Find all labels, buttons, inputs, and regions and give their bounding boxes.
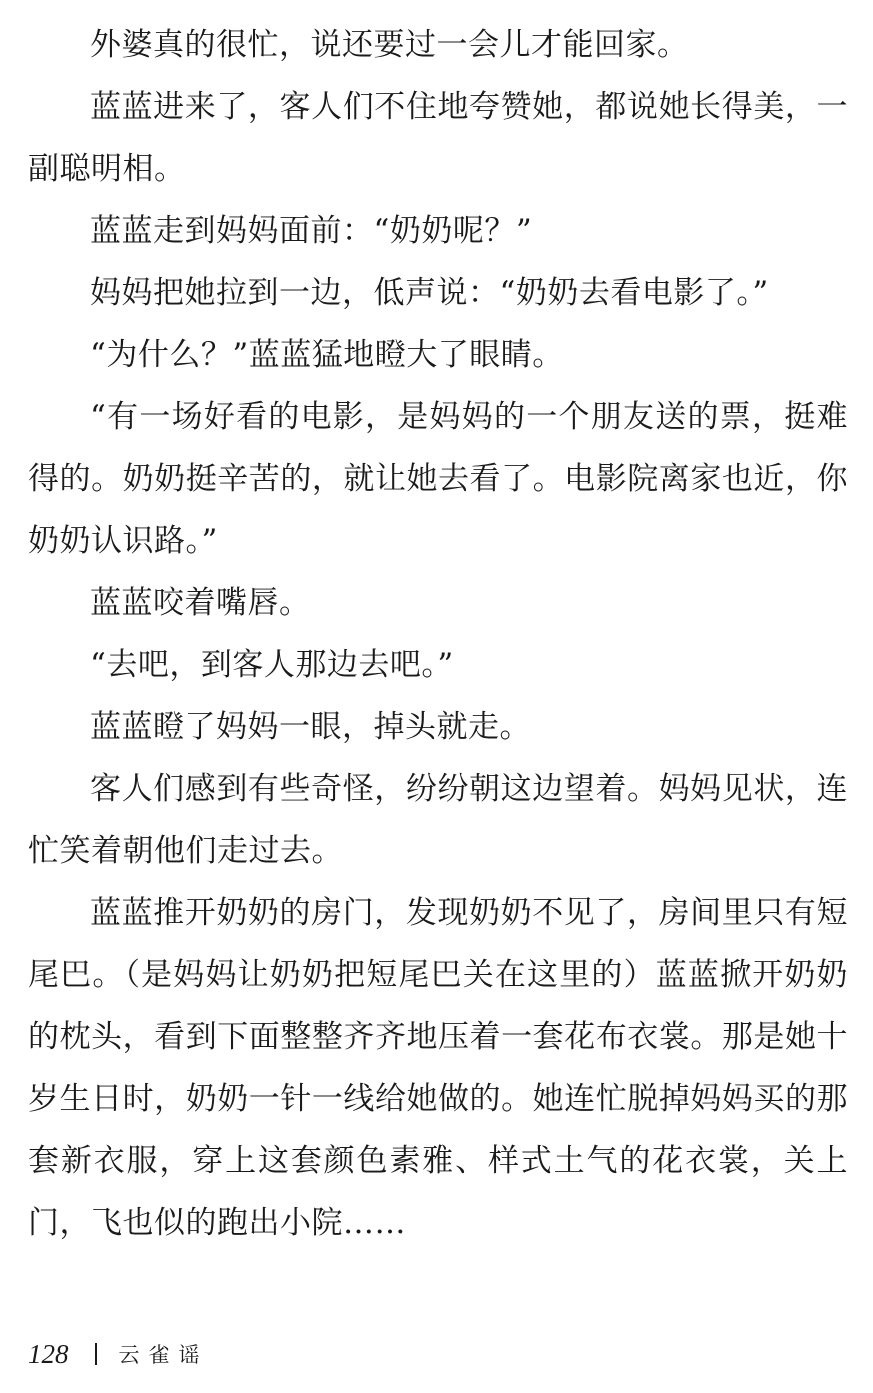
paragraph: “去吧，到客人那边去吧。” (90, 647, 454, 683)
paragraph: 蓝蓝瞪了妈妈一眼，掉头就走。 (90, 709, 531, 745)
paragraph: “有一场好看的电影，是妈妈的一个朋友送的票，挺难得的。奶奶挺辛苦的，就让她去看了。电影院离家也近，你奶奶认识路。” (28, 399, 848, 559)
text-body (28, 14, 848, 1254)
paragraph: 妈妈把她拉到一边，低声说：“奶奶去看电影了。” (90, 275, 769, 311)
book-title: 云雀谣 (118, 1343, 209, 1367)
page-footer (28, 1334, 209, 1374)
footer-divider (95, 1343, 97, 1365)
paragraph: 蓝蓝进来了，客人们不住地夸赞她，都说她长得美，一副聪明相。 (28, 89, 848, 187)
paragraph: 蓝蓝走到妈妈面前：“奶奶呢？” (90, 213, 533, 249)
paragraph: 客人们感到有些奇怪，纷纷朝这边望着。妈妈见状，连忙笑着朝他们走过去。 (28, 771, 848, 869)
page-number: 128 (28, 1338, 69, 1369)
paragraph: 蓝蓝推开奶奶的房门，发现奶奶不见了，房间里只有短尾巴。（是妈妈让奶奶把短尾巴关在这里的）蓝蓝掀开奶奶的枕头，看到下面整整齐齐地压着一套花布衣裳。那是她十岁生日时，奶奶一针一线给她做的。她连忙脱掉妈妈买的那套新衣服，穿上这套颜色素雅、样式土气的花衣裳，关上门，飞也似的跑出小院…… (28, 895, 848, 1241)
paragraph: “为什么？”蓝蓝猛地瞪大了眼睛。 (90, 337, 564, 373)
paragraph: 外婆真的很忙，说还要过一会儿才能回家。 (90, 27, 689, 63)
paragraph: 蓝蓝咬着嘴唇。 (90, 585, 311, 621)
